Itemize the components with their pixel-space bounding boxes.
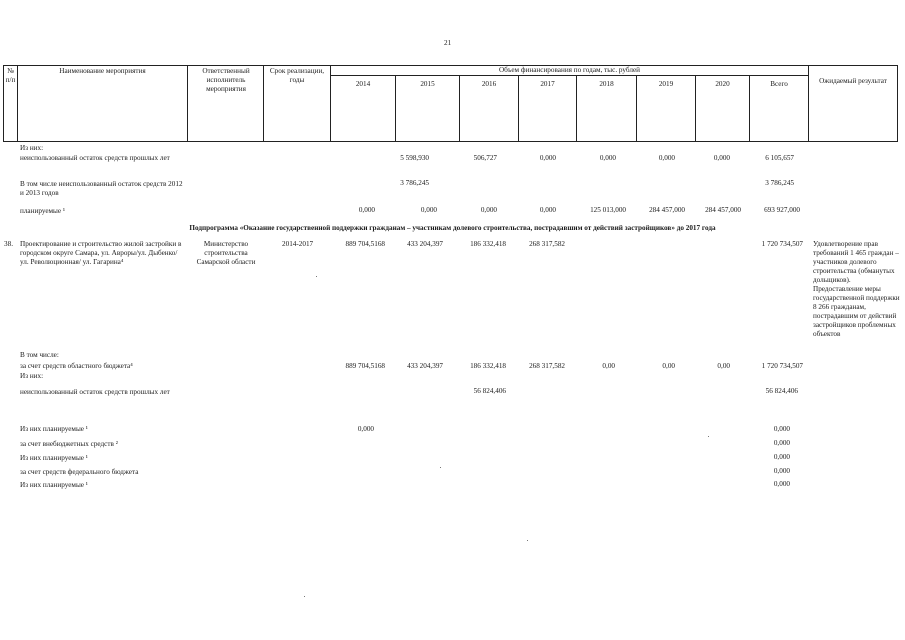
cell-value: 0,000 [773, 453, 790, 461]
header-year: 2017 [540, 80, 555, 88]
subprogram-title: Подпрограмма «Оказание государственной поддержки гражданам – участникам долевого строительства, пострадавшим от действий застройщиков» до 2017 года [189, 224, 716, 232]
item-term: 2014-2017 [282, 240, 314, 248]
header-responsible: Ответственный исполнитель мероприятия [202, 67, 250, 93]
scan-speck [708, 436, 709, 437]
item-result: Удовлетворение прав требований 1 465 граждан – участников долевого строительства (обманутых дольщиков). Предоставление меры государственной поддержки 8 266 гражданам, пострадавшим от действий застройщиков проблемных объектов [813, 240, 900, 338]
header-term: Срок реализации, годы [269, 67, 325, 84]
header-year: 2015 [420, 80, 435, 88]
header-year: Всего [770, 80, 788, 88]
cell-value: 0,000 [713, 154, 730, 162]
cell-value: 0,000 [539, 154, 556, 162]
cell-value: 56 824,406 [473, 387, 506, 395]
header-funding: Объем финансирования по годам, тыс. рублей [498, 66, 641, 74]
cell-value: 0,000 [773, 439, 790, 447]
cell-value: 0,00 [662, 362, 675, 370]
header-year: 2016 [481, 80, 497, 88]
cell-value: 0,000 [420, 206, 437, 214]
header-name: Наименование мероприятия [59, 67, 146, 75]
cell-value: 268 317,582 [529, 362, 565, 370]
cell-value: 0,000 [773, 480, 790, 488]
row-label: за счет внебюджетных средств ² [20, 440, 118, 448]
cell-value: 0,000 [539, 206, 556, 214]
row-label: В том числе: [20, 351, 59, 359]
cell-value: 284 457,000 [705, 206, 741, 214]
cell-value: 433 204,397 [407, 362, 443, 370]
cell-value: 0,000 [357, 425, 374, 433]
cell-value: 0,000 [599, 154, 616, 162]
cell-value: 5 598,930 [400, 154, 429, 162]
item-name: Проектирование и строительство жилой застройки в городском округе Самара, ул. Авроры/ул. Дыбенко/ул. Революционная/ ул. Гагарина⁴ [20, 240, 182, 266]
cell-value: 3 786,245 [400, 179, 429, 187]
cell-value: 186 332,418 [470, 240, 506, 248]
cell-value: 284 457,000 [649, 206, 685, 214]
header-year: 2020 [715, 80, 730, 88]
cell-value: 1 720 734,507 [761, 362, 803, 370]
row-label: Из них планируемые ¹ [20, 454, 88, 462]
cell-value: 1 720 734,507 [761, 240, 803, 248]
scan-speck [316, 276, 317, 277]
header-num: № п/п [5, 67, 16, 84]
cell-value: 125 013,000 [590, 206, 626, 214]
cell-value: 0,000 [773, 467, 790, 475]
row-label: за счет средств федерального бюджета [20, 468, 139, 476]
cell-value: 268 317,582 [529, 240, 565, 248]
row-label: В том числе неиспользованный остаток средств 2012 и 2013 годов [20, 180, 183, 197]
header-year: 2018 [599, 80, 614, 88]
scan-speck [304, 596, 305, 597]
row-label: Из них: [20, 144, 44, 152]
cell-value: 433 204,397 [407, 240, 443, 248]
cell-value: 0,000 [358, 206, 375, 214]
row-label: Из них планируемые ¹ [20, 481, 88, 489]
item-responsible: Министерство строительства Самарской области [196, 240, 256, 266]
row-label: Из них планируемые ¹ [20, 425, 88, 433]
page-number: 21 [444, 39, 452, 47]
cell-value: 56 824,406 [765, 387, 798, 395]
row-label: неиспользованный остаток средств прошлых лет [20, 388, 170, 396]
cell-value: 889 704,5168 [345, 240, 385, 248]
header-year: 2014 [355, 80, 371, 88]
scan-speck [527, 540, 528, 541]
row-label: планируемые ¹ [20, 207, 66, 215]
cell-value: 0,00 [602, 362, 615, 370]
row-label: за счет средств областного бюджета⁴ [20, 362, 133, 370]
cell-value: 0,000 [480, 206, 497, 214]
cell-value: 506,727 [473, 154, 497, 162]
row-label: Из них: [20, 372, 44, 380]
cell-value: 0,000 [773, 425, 790, 433]
cell-value: 186 332,418 [470, 362, 506, 370]
header-result: Ожидаемый результат [819, 77, 887, 85]
cell-value: 889 704,5168 [345, 362, 385, 370]
scan-speck [440, 467, 441, 468]
cell-value: 0,000 [658, 154, 675, 162]
cell-value: 693 927,000 [764, 206, 800, 214]
cell-value: 3 786,245 [765, 179, 794, 187]
row-label: неиспользованный остаток средств прошлых лет [20, 154, 170, 162]
header-year: 2019 [658, 80, 674, 88]
item-number: 38. [4, 240, 13, 248]
cell-value: 0,00 [717, 362, 730, 370]
cell-value: 6 105,657 [765, 154, 794, 162]
